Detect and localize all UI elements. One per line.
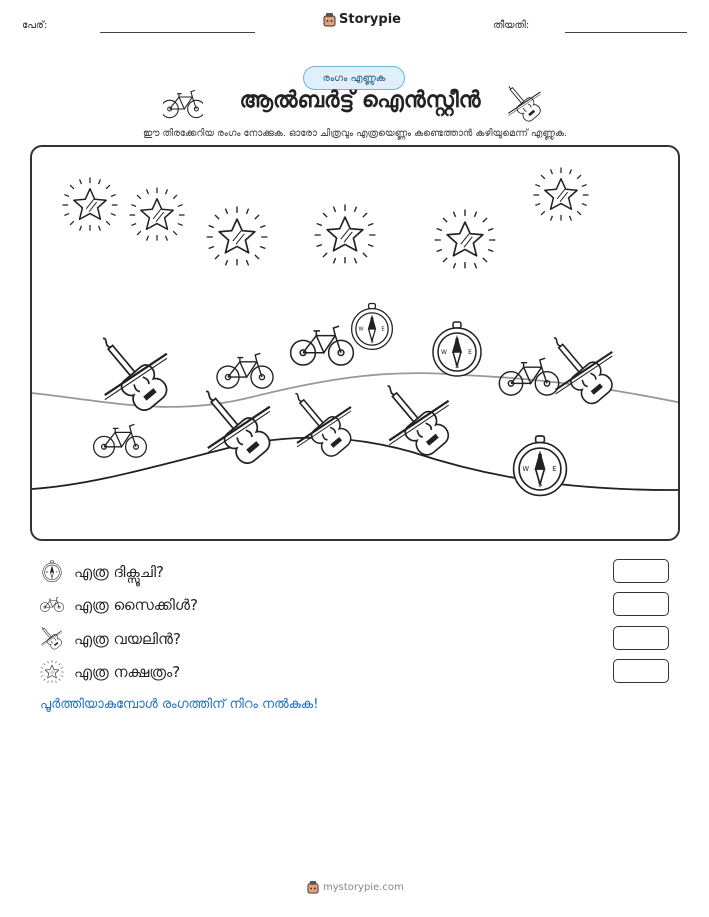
compass-icon [514,436,567,495]
question-violin [40,626,181,652]
page-title: ആൽബർട്ട് ഐൻസ്റ്റീൻ [239,88,481,113]
answer-box-compass[interactable] [613,559,669,583]
brand-name: Storypie [339,12,401,27]
storypie-logo-icon [323,13,336,27]
bicycle-icon [94,424,147,457]
coloring-instruction: പൂർത്തിയാകുമ്പോൾ രംഗത്തിന് നിറം നൽകുക! [40,697,319,712]
compass-icon [433,322,481,376]
name-label: പേര്: [22,20,48,31]
violin-icon [40,627,64,651]
violin-icon [283,383,354,460]
violin-icon [541,327,616,407]
instructions: ഈ തിരക്കേറിയ രംഗം നോക്കുക. ഓരോ ചിത്രവും എത്രയെണ്ണം കണ്ടെത്താൻ കഴിയുമെന്ന് എണ്ണുക. [142,128,568,139]
star-icon [40,660,64,684]
violin-icon [374,375,453,459]
question-text: എത്ര ദിക്സൂചി? [74,563,164,581]
bicycle-icon [40,593,64,617]
star-icon [207,207,268,266]
bicycle-icon [291,326,354,365]
compass-icon [352,304,393,350]
name-line[interactable] [100,32,255,33]
question-text: എത്ര സൈക്കിൾ? [74,596,198,614]
star-icon [315,205,376,264]
brand [323,12,401,27]
star-icon [129,187,184,240]
violin-icon [506,86,544,124]
question-compass [40,559,164,585]
scene-illustration [32,147,680,541]
foreground-hill-line [32,438,680,490]
storypie-logo-icon [307,881,319,894]
bicycle-icon [163,90,203,120]
bicycle-icon [217,353,273,388]
answer-box-star[interactable] [613,659,669,683]
answer-box-bicycle[interactable] [613,592,669,616]
star-icon [435,210,496,269]
footer-site[interactable]: mystorypie.com [323,882,404,893]
question-text: എത്ര വയലിൻ? [74,630,181,648]
question-star [40,659,180,685]
star-icon [62,177,117,230]
activity-tag: രംഗം എണ്ണുക [303,66,405,90]
star-icon [533,167,588,220]
date-line[interactable] [565,32,687,33]
question-bicycle [40,592,198,618]
date-label: തീയതി: [493,20,530,31]
question-text: എത്ര നക്ഷത്രം? [74,663,181,681]
bicycle-icon [499,358,558,395]
footer [307,881,404,894]
scene-frame [30,145,680,541]
compass-icon [40,560,64,584]
answer-box-violin[interactable] [613,626,669,650]
